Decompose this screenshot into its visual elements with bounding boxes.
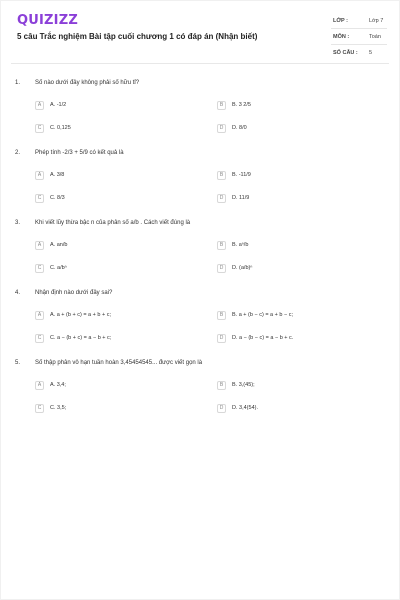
- option-letter-box: C: [35, 194, 44, 203]
- option-text: B. 3 2/5: [232, 102, 251, 108]
- option-d[interactable]: [217, 122, 247, 134]
- option-letter-box: B: [217, 241, 226, 250]
- question-number: 5.: [15, 360, 21, 366]
- question-number: 2.: [15, 150, 21, 156]
- option-letter-box: C: [35, 404, 44, 413]
- option-letter-box: D: [217, 124, 226, 133]
- meta-key: LỚP :: [333, 18, 348, 24]
- option-letter-box: C: [35, 124, 44, 133]
- option-text: B. a + (b − c) = a + b − c;: [232, 312, 293, 318]
- option-text: D. a − (b − c) = a − b + c.: [232, 335, 294, 341]
- option-a[interactable]: [35, 99, 66, 111]
- option-text: D. 3,4(54).: [232, 405, 258, 411]
- option-text: A. -1/2: [50, 102, 67, 108]
- option-text: C. a/bⁿ: [50, 265, 67, 271]
- option-c[interactable]: [35, 332, 111, 344]
- option-text: A. 3,4;: [50, 382, 66, 388]
- option-letter-box: A: [35, 311, 44, 320]
- meta-value: Toán: [369, 34, 381, 40]
- worksheet-title: 5 câu Trắc nghiệm Bài tập cuối chương 1 có đáp án (Nhận biết): [17, 32, 258, 41]
- question-number: 1.: [15, 80, 21, 86]
- question-text: Số thập phân vô hạn tuần hoàn 3,45454545... được viết gọn là: [35, 360, 203, 366]
- header-divider: [11, 63, 389, 64]
- option-letter-box: D: [217, 264, 226, 273]
- option-letter-box: D: [217, 404, 226, 413]
- option-text: A. an/b: [50, 242, 68, 248]
- option-letter-box: B: [217, 381, 226, 390]
- meta-row-subject: [331, 29, 387, 45]
- option-text: C. a − (b + c) = a − b + c;: [50, 335, 112, 341]
- option-letter-box: A: [35, 241, 44, 250]
- meta-key: SỐ CÂU :: [333, 50, 358, 56]
- option-a[interactable]: [35, 239, 67, 251]
- option-letter-box: B: [217, 171, 226, 180]
- option-text: C. 8/3: [50, 195, 65, 201]
- meta-row-class: [331, 13, 387, 29]
- question-text: Phép tính -2/3 + 5/9 có kết quả là: [35, 150, 124, 156]
- option-a[interactable]: [35, 379, 66, 391]
- option-text: B. aⁿ/b: [232, 242, 249, 248]
- option-letter-box: B: [217, 311, 226, 320]
- option-text: D. 8/0: [232, 125, 247, 131]
- option-c[interactable]: [35, 122, 71, 134]
- quizizz-logo[interactable]: QUIZIZZ: [17, 13, 78, 28]
- option-a[interactable]: [35, 309, 111, 321]
- option-letter-box: D: [217, 334, 226, 343]
- option-letter-box: A: [35, 101, 44, 110]
- option-b[interactable]: [217, 169, 251, 181]
- meta-key: MÔN :: [333, 34, 350, 40]
- question-number: 4.: [15, 290, 21, 296]
- option-b[interactable]: [217, 239, 248, 251]
- option-b[interactable]: [217, 99, 251, 111]
- option-a[interactable]: [35, 169, 64, 181]
- option-text: C. 0,125: [50, 125, 71, 131]
- question-text: Nhận định nào dưới đây sai?: [35, 290, 113, 296]
- option-b[interactable]: [217, 309, 293, 321]
- option-letter-box: D: [217, 194, 226, 203]
- worksheet-meta: [331, 13, 387, 60]
- meta-value: 5: [369, 50, 373, 56]
- question-text: Khi viết lũy thừa bậc n của phân số a/b . Cách viết đúng là: [35, 220, 191, 226]
- option-text: A. a + (b + c) = a + b + c;: [50, 312, 111, 318]
- option-letter-box: C: [35, 334, 44, 343]
- question-number: 3.: [15, 220, 21, 226]
- option-text: B. 3,(45);: [232, 382, 255, 388]
- option-text: D. (a/b)ⁿ: [232, 265, 253, 271]
- option-c[interactable]: [35, 192, 65, 204]
- option-text: D. 11/9: [232, 195, 250, 201]
- meta-row-count: [331, 45, 387, 60]
- option-d[interactable]: [217, 192, 249, 204]
- option-d[interactable]: [217, 402, 258, 414]
- question-text: Số nào dưới đây không phải số hữu tỉ?: [35, 80, 140, 86]
- option-b[interactable]: [217, 379, 255, 391]
- option-d[interactable]: [217, 332, 293, 344]
- option-letter-box: A: [35, 381, 44, 390]
- option-letter-box: A: [35, 171, 44, 180]
- option-c[interactable]: [35, 262, 67, 274]
- meta-value: Lớp 7: [369, 18, 384, 24]
- option-c[interactable]: [35, 402, 66, 414]
- option-text: C. 3,5;: [50, 405, 67, 411]
- option-text: B. -11/9: [232, 172, 251, 178]
- option-d[interactable]: [217, 262, 252, 274]
- option-letter-box: B: [217, 101, 226, 110]
- option-letter-box: C: [35, 264, 44, 273]
- option-text: A. 3/8: [50, 172, 65, 178]
